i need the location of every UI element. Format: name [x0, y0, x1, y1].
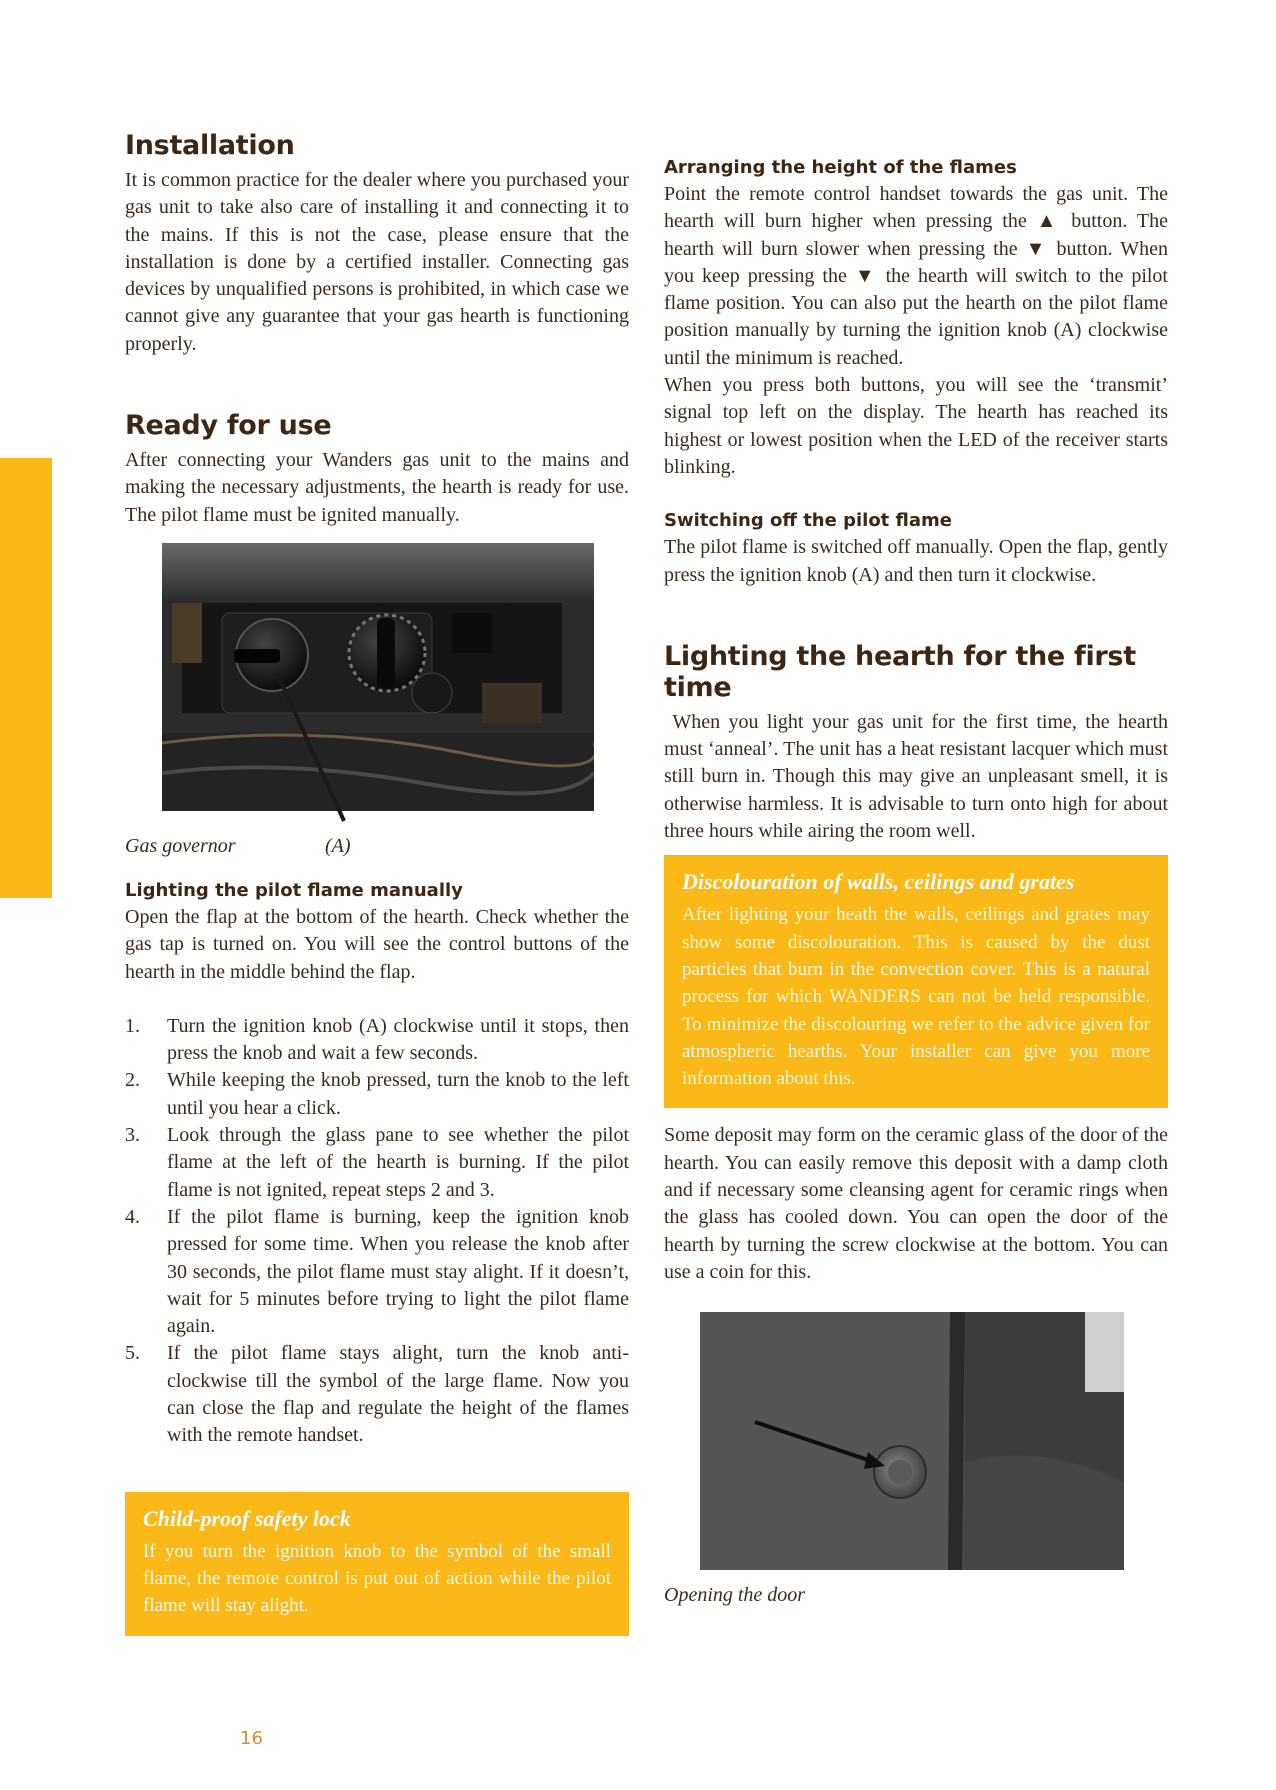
height-heading: Arranging the height of the flames — [664, 157, 1017, 178]
left-column — [125, 130, 629, 1636]
side-tab — [0, 458, 52, 898]
pilot-body: Open the flap at the bottom of the hearth. Check whether the gas tap is turned on. You will see the control buttons of the hearth in the middle behind the flap. — [125, 905, 629, 983]
gas-governor-image — [162, 543, 594, 843]
step-number: 2. — [125, 1069, 140, 1092]
step-text: Look through the glass pane to see whether the pilot flame at the left of the hearth is burning. If the pilot flame is not ignited, repeat steps 2 and 3. — [167, 1124, 629, 1201]
installation-heading: Installation — [125, 130, 295, 161]
switch-off-heading: Switching off the pilot flame — [664, 510, 953, 532]
door-image — [700, 1312, 1124, 1570]
list-item — [125, 1013, 629, 1068]
height-body-2: When you press both buttons, you will see the ‘transmit’ signal top left on the display. The hearth has reached its highest or lowest position when the LED of the receiver starts blinking. — [664, 374, 1168, 478]
callout-body: After lighting your heath the walls, ceilings and grates may show some discolouration. This is caused by the dust particles that burn in the convection cover. This is a natural process for which WANDERS can not be held responsible. To minimize the discolouring we refer to the advice given for atmospheric hearths. Your installer can give you more information about this. — [682, 904, 1150, 1090]
ready-heading: Ready for use — [125, 410, 332, 442]
gas-governor-photo — [162, 543, 594, 811]
child-lock-callout — [125, 1492, 629, 1636]
first-time-body: When you light your gas unit for the first time, the hearth must ‘anneal’. The unit has a heat resistant lacquer which must still burn in. Though this may give an unpleasant smell, it is otherwise harmless. It is advisable to turn onto high for about three hours while airing the room well. — [664, 710, 1174, 843]
installation-body: It is common practice for the dealer where you purchased your gas unit to take also care of installing it and connecting it to the mains. If this is not the case, please ensure that the installation is done by a certified installer. Connecting gas devices by unqualified persons is prohibited, in which case we cannot give any guarantee that your gas hearth is functioning properly. — [125, 169, 629, 355]
list-item — [125, 1067, 629, 1122]
pilot-steps — [125, 1013, 629, 1450]
step-text: If the pilot flame stays alight, turn the knob anti-clockwise till the symbol of the large flame. Now you can close the flap and regulate the height of the flames with the remote handset. — [167, 1342, 629, 1447]
list-item — [125, 1204, 629, 1340]
deposit-body: Some deposit may form on the ceramic glass of the door of the hearth. You can easily remove this deposit with a damp cloth and if necessary some cleansing agent for ceramic rings when the glass has cooled down. You can open the door of the hearth by turning the screw clockwise at the bottom. You can use a coin for this. — [664, 1124, 1168, 1283]
caption-text: Gas governor — [125, 834, 236, 857]
step-number: 3. — [125, 1124, 140, 1147]
step-number: 4. — [125, 1205, 140, 1228]
step-text: Turn the ignition knob (A) clockwise until it stops, then press the knob and wait a few seconds. — [167, 1014, 629, 1065]
list-item — [125, 1340, 629, 1449]
callout-title: Discolouration of walls, ceilings and grates — [682, 869, 1075, 895]
page-number: 16 — [240, 1728, 263, 1749]
callout-title: Child-proof safety lock — [143, 1505, 351, 1531]
step-text: While keeping the knob pressed, turn the knob to the left until you hear a click. — [167, 1069, 629, 1119]
right-column — [664, 155, 1174, 1609]
step-text: If the pilot flame is burning, keep the ignition knob pressed for some time. When you release the knob after 30 seconds, the pilot flame must stay alight. If it doesn’t, wait for 5 minutes before trying to light the pilot flame again. — [167, 1205, 629, 1338]
door-caption: Opening the door — [664, 1584, 806, 1607]
switch-off-body: The pilot flame is switched off manually. Open the flap, gently press the ignition knob (A) and then turn it clockwise. — [664, 536, 1168, 586]
first-time-heading: Lighting the hearth for the first time — [664, 640, 1136, 703]
discolouration-callout — [664, 855, 1168, 1108]
callout-body: If you turn the ignition knob to the symbol of the small flame, the remote control is put out of action while the pilot flame will stay alight. — [143, 1540, 611, 1617]
height-body-1: Point the remote control handset towards the gas unit. The hearth will burn higher when pressing the ▲ button. The hearth will burn slower when pressing the ▼ button. When you keep pressing the ▼ the hearth will switch to the pilot flame position. You can also put the hearth on the pilot flame position manually by turning the ignition knob (A) clockwise until the minimum is reached. — [664, 183, 1168, 369]
list-item — [125, 1122, 629, 1204]
step-number: 1. — [125, 1014, 140, 1037]
door-photo — [700, 1312, 1124, 1570]
step-number: 5. — [125, 1342, 140, 1365]
ready-body: After connecting your Wanders gas unit to the mains and making the necessary adjustments, the hearth is ready for use. The pilot flame must be ignited manually. — [125, 449, 629, 526]
caption-label: (A) — [325, 834, 351, 857]
pilot-heading: Lighting the pilot flame manually — [125, 879, 463, 901]
